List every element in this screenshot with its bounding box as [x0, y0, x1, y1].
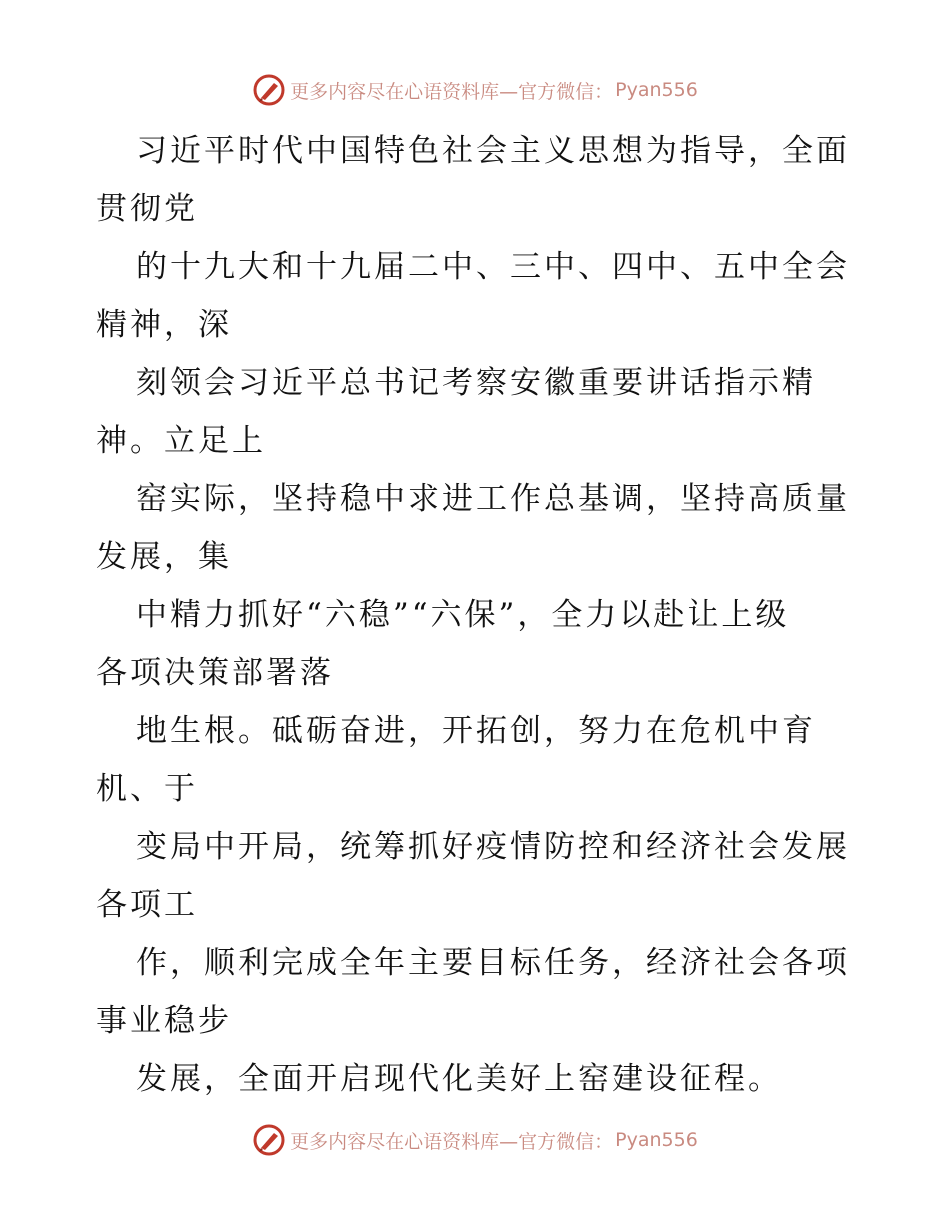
paragraph [96, 702, 856, 818]
paragraph-line: 事业稳步 [96, 1003, 232, 1039]
paragraph [96, 1050, 856, 1108]
paragraph-line: 刻领会习近平总书记考察安徽重要讲话指示精 [136, 365, 816, 401]
paragraph [96, 122, 856, 238]
paragraph-line: 中精力抓好“六稳”“六保”，全力以赴让上级 [136, 597, 790, 633]
watermark-account: Pyan556 [615, 79, 698, 101]
paragraph [96, 934, 856, 1050]
paragraph-line: 窑实际，坚持稳中求进工作总基调，坚持高质量 [136, 481, 850, 517]
watermark-account: Pyan556 [615, 1129, 698, 1151]
paragraph-line: 发展，全面开启现代化美好上窑建设征程。 [136, 1061, 782, 1097]
paragraph-line: 的十九大和十九届二中、三中、四中、五中全会 [136, 249, 850, 285]
paragraph [96, 818, 856, 934]
paragraph-line: 机、于 [96, 771, 198, 807]
watermark-text: 更多内容尽在心语资料库—官方微信： [290, 80, 614, 103]
pen-logo-icon [252, 73, 286, 107]
paragraph-line: 各项工 [96, 887, 198, 923]
paragraph-line: 发展，集 [96, 539, 232, 575]
paragraph-line: 变局中开局，统筹抓好疫情防控和经济社会发展 [136, 829, 850, 865]
paragraph-line: 作，顺利完成全年主要目标任务，经济社会各项 [136, 945, 850, 981]
paragraph [96, 470, 856, 586]
paragraph [96, 238, 856, 354]
header-watermark [0, 70, 950, 110]
watermark-text: 更多内容尽在心语资料库—官方微信： [290, 1130, 614, 1153]
paragraph-line: 习近平时代中国特色社会主义思想为指导，全面 [136, 133, 850, 169]
paragraph [96, 354, 856, 470]
paragraph [96, 586, 856, 702]
footer-watermark [0, 1120, 950, 1160]
paragraph-line: 各项决策部署落 [96, 655, 334, 691]
pen-logo-icon [252, 1123, 286, 1157]
paragraph-line: 神。立足上 [96, 423, 266, 459]
document-body [96, 122, 856, 1108]
paragraph-line: 贯彻党 [96, 191, 198, 227]
paragraph-line: 地生根。砥砺奋进，开拓创，努力在危机中育 [136, 713, 816, 749]
paragraph-line: 精神，深 [96, 307, 232, 343]
